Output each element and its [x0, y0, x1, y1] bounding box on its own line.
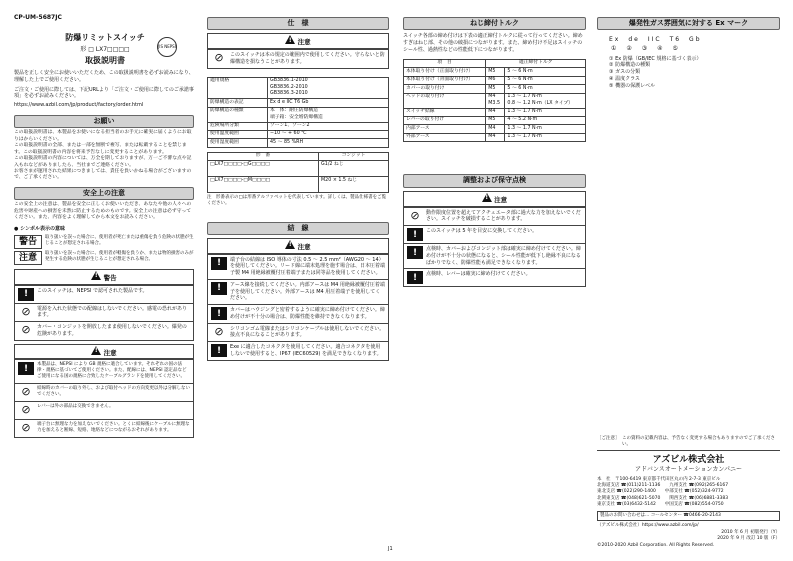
warning-definition-text: 取り扱いを誤った場合に、使用者が死亡または重傷を負う危険の状態が生じることが想定される場合。 — [45, 234, 194, 246]
conduit-col-header: コンジット — [319, 152, 389, 160]
warning-triangle-icon — [91, 346, 101, 355]
model-cell: □LX7□□□□-□M□□□□ — [208, 177, 319, 193]
ex-list-item: ④ 温度クラス — [609, 75, 640, 82]
address-line: 北海道支店 ☎(011)211-1136 九州支社 ☎(092)265-6167 — [597, 483, 729, 489]
caution-row — [15, 401, 193, 419]
wiring-caution-title — [208, 239, 388, 254]
warning-triangle-icon — [285, 240, 295, 249]
torque-item-cell: ヘッドの取り付け — [404, 93, 486, 108]
model-col-header: 形 番 — [208, 152, 319, 160]
ex-list-item: ② 防爆構造の種類 — [609, 62, 651, 69]
torque-row — [404, 133, 586, 141]
torque-heading: ねじ締付トルク — [403, 17, 586, 30]
web-line[interactable]: （アズビル株式会社）https://www.azbil.com/jp/ — [597, 522, 699, 528]
exclamation-icon: ! — [18, 362, 34, 375]
wiring-caution-box — [207, 238, 389, 361]
maint-row — [404, 225, 585, 243]
torque-item-cell: カバーの取り付け — [404, 85, 486, 93]
torque-row — [404, 108, 586, 116]
title-line-1: 防爆リミットスイッチ — [65, 33, 145, 42]
wiring-row-text: Exe に適合したコネクタを使用してください。適合コネクタを使用しないで使用すると、IP67 (IEC60529) を満足できなくなります。 — [230, 344, 382, 357]
wiring-row-text: シリコンゴム電線またはシリコンケーブルは使用しないでください。接点不良になることがあります。 — [230, 325, 385, 339]
spec-label-cell: 防爆構造の種類 — [208, 107, 268, 122]
order-url[interactable]: https://www.azbil.com/jp/product/factory/order.html — [14, 102, 144, 108]
wiring-row-text: カバーはハウジングと密着するように確実に締め付けてください。締め付けが不十分の場合は、防爆性能を維持できなくなります。 — [230, 307, 385, 320]
maint-row-text: 動作限度位置を超えてアクチュエータ部に過大な力を加えないでください。スイッチを破損することがあります。 — [426, 209, 581, 223]
symbol-heading: ● シンボル表示の意味 — [14, 225, 65, 232]
warning-row — [15, 285, 193, 303]
caution-definition-text: 取り扱いを誤った場合に、使用者が軽傷を負うか、または物的損害のみが発生する危険の状態が生じることが想定される場合。 — [45, 250, 194, 262]
spec-label-cell: 使用温度範囲 — [208, 130, 268, 138]
prohibited-icon: ⊘ — [21, 323, 31, 337]
conduit-cell: G1/2 ねじ — [319, 161, 389, 177]
torque-item-cell: レバーの取り付け — [404, 116, 486, 124]
exclamation-icon: ! — [407, 228, 423, 241]
exclamation-icon: ! — [211, 257, 227, 270]
torque-screw-cell: M4 M3.5 — [486, 93, 505, 108]
caution-row — [15, 419, 193, 437]
intro-paragraph-2: ご注文・ご使用に際しては、下記URLより「ご注文・ご使用に際してのご承諾事項」を必ずお読みください。 — [14, 86, 194, 100]
spec-note: 注 形番表示の□は形番アルファベットを代表しています。詳しくは、製品仕様書をご覧ください。 — [207, 195, 387, 207]
print-history: 2010 年 6 月 初版発行（Y） 2020 年 9 月 改訂 10 版（F） — [717, 529, 780, 541]
torque-item-cell: スイッチ結線 — [404, 108, 486, 116]
model-row — [208, 161, 389, 177]
prohibited-icon: ⊘ — [214, 51, 224, 65]
prohibited-icon: ⊘ — [21, 402, 31, 416]
call-center: 製品のお問い合わせは... コールセンター ☎0466-20-2143 — [597, 511, 780, 521]
address-list — [597, 477, 780, 507]
spec-value-cell: 本 体：耐圧防爆構造 端子箱：安全増防爆構造 — [268, 107, 389, 122]
spec-caution-text: このスイッチは本の規定の範囲内で使用してください。守らないと防爆構造を損なうことがあります。 — [230, 52, 385, 65]
caution-definition — [14, 251, 194, 265]
exclamation-icon: ! — [407, 246, 423, 259]
spec-label-cell: 適用規格 — [208, 77, 268, 98]
intro-paragraph-1: 製品を正しく安全にお使いいただくため、この取扱説明書を必ずお読みになり、理解した上でご使用ください。 — [14, 70, 194, 83]
torque-row — [404, 125, 586, 133]
torque-screw-cell: M4 — [486, 125, 505, 133]
certification-logo: JIS NEPSI — [157, 37, 177, 57]
prohibited-icon: ⊘ — [214, 324, 224, 338]
ex-list — [597, 56, 780, 90]
wiring-caution-title-text: 注意 — [297, 242, 311, 251]
spec-table — [207, 77, 389, 148]
ex-list-item: ③ ガスの分類 — [609, 69, 641, 76]
maint-row — [404, 243, 585, 268]
torque-item-cell: 本体取り付け（背面取り付け） — [404, 76, 486, 84]
spec-caution-title — [208, 34, 388, 49]
caution-row-text: 端子台に無理な力を加えないでください。とくに結線後にケーブルに無理な力を加えると断線、短絡、地絡などにつながるおそれがあります。 — [37, 421, 190, 433]
title-line-3: 取扱説明書 — [85, 55, 125, 65]
address-line: 北関東支店 ☎(048)621-5070 関西支社 ☎(06)6881-3383 — [597, 495, 729, 501]
model-cell: □LX7□□□□-□G□□□□ — [208, 161, 319, 177]
warning-row — [15, 321, 193, 340]
column-1 — [14, 70, 194, 438]
exclamation-icon: ! — [211, 344, 227, 357]
torque-row — [404, 76, 586, 84]
notice — [597, 436, 780, 451]
warning-row — [15, 303, 193, 322]
prohibited-icon: ⊘ — [410, 208, 420, 222]
caution-row — [15, 383, 193, 401]
torque-intro: スイッチ各部の締め付けは下表の適正締付トルクに従って行ってください。締めすぎはねじ部、その他の破損につながります。また、締め付け不足はスイッチのシール性、過熱性などの性能低下につながります。 — [403, 33, 583, 53]
spec-row — [208, 107, 389, 122]
wiring-row-text: アース線を接続してください。内部アースは M4 用絶縁被覆付圧着端子を使用してください。外部アースは M4 用圧着端子を使用してください。 — [230, 281, 385, 302]
document-code: CP-UM-5687JC — [14, 14, 62, 21]
safety-heading: 安全上の注意 — [14, 187, 194, 200]
torque-value-header: 適正締付トルク — [486, 59, 586, 67]
wiring-row — [208, 341, 388, 360]
spec-caution-title-text: 注意 — [297, 38, 311, 47]
spec-row — [208, 77, 389, 98]
warning-row-text: このスイッチは、NEPSI で認可された製品です。 — [37, 287, 148, 294]
exclamation-icon: ! — [18, 288, 34, 301]
maint-heading: 調整および保守点検 — [403, 174, 586, 187]
spec-caution-row — [208, 49, 388, 68]
maint-row — [404, 207, 585, 226]
address-line: 東北支店 ☎(022)290-1400 中部支社 ☎(052)324-9772 — [597, 489, 724, 495]
ex-heading: 爆発性ガス雰囲気に対する Ex マーク — [597, 17, 780, 30]
torque-row — [404, 116, 586, 124]
caution-box — [14, 344, 194, 438]
prohibited-icon: ⊘ — [21, 304, 31, 318]
exclamation-icon: ! — [407, 271, 423, 284]
torque-row — [404, 93, 586, 108]
spec-row — [208, 122, 389, 130]
torque-value-cell: 5 〜 6 N·m — [505, 68, 586, 76]
caution-row-text: 本製品は、NEPSI により GB 規格に適合しています。それぞれの国の法律・規格に基づいてご使用ください。また、配線には、NEPSI 認定品などご使用になる国の規格に合致したケーブルグランドを使用してください。 — [37, 362, 187, 380]
torque-value-cell: 1.3 〜 1.7 N·m 0.8 〜 1.2 N·m（LX タイプ） — [505, 93, 586, 108]
maint-row-text: 点検時、レバーは確実に締め付けてください。 — [426, 271, 531, 278]
caution-label: 注意 — [14, 251, 42, 265]
wiring-row — [208, 304, 388, 323]
company-block — [597, 436, 780, 549]
warning-box-title — [15, 270, 193, 285]
address-line: 東京支社 ☎(03)6432-5142 中国支店 ☎(082)554-0750 — [597, 501, 724, 507]
torque-row — [404, 68, 586, 76]
torque-screw-cell: M5 — [486, 85, 505, 93]
spec-row — [208, 130, 389, 138]
spec-label-cell: 危険場所分類 — [208, 122, 268, 130]
caution-row-text: レバーは外の部品は交換できません。 — [37, 403, 114, 409]
warning-row-text: 電源を入れた状態での配線はしないでください。感電の恐れがあります。 — [37, 305, 188, 319]
maint-row — [404, 268, 585, 286]
spec-value-cell: ゾーン1、ゾーン2 — [268, 122, 389, 130]
company-name: アズビル株式会社 — [652, 455, 725, 466]
caution-box-title-text: 注意 — [103, 348, 117, 357]
torque-item-cell: 本体取り付け（正面取り付け） — [404, 68, 486, 76]
onegai-text: この取扱説明書は、本製品をお使いになる担当者のお手元に確実に届くようにお取りはからいください。 この取扱説明書の全部、または一部を無断で複写、または転載することを禁じます。この取扱説明書の内容を将来予告なしに変更することがあります。 この取扱説明書の内容については、万全を期しておりますが、万一ご不審な点や記入もれなどがありましたら、当社までご連絡ください。 お客さまが運用された結果につきましては、責任を負いかねる場合がございますので、ご了承ください。 — [14, 130, 192, 181]
warning-row-text: カバー・コンジットを開放したまま使用しないでください。爆発の危険があります。 — [37, 324, 187, 337]
ex-mark: Ex de IIC T6 Gb — [609, 36, 702, 44]
wiring-row — [208, 254, 388, 279]
caution-row-text: 結線時のカバーの取り外し、および取付ヘッドの方向変更以外は分解しないでください。 — [37, 385, 190, 397]
maint-row-text: このスイッチは 5 年を目安に交換してください。 — [426, 228, 538, 235]
torque-value-cell: 1.3 〜 1.7 N·m — [505, 133, 586, 141]
torque-value-cell: 4 〜 5.2 N·m — [505, 116, 586, 124]
onegai-heading: お願い — [14, 115, 194, 128]
wiring-row-text: 端子台の結線は ISO 導体の寸法 0.5 〜 2.5 mm²（AWG20 〜 14）を使用してください。リード線に端末処理を施す場合は、日本圧着端子製 M4 用絶縁被覆付圧着端子または同等品を使用してください。 — [230, 256, 386, 277]
spec-row — [208, 99, 389, 107]
torque-value-cell: 5 〜 6 N·m — [505, 76, 586, 84]
wiring-row — [208, 279, 388, 304]
torque-screw-cell: M6 — [486, 76, 505, 84]
document-title — [40, 33, 170, 67]
model-row — [208, 177, 389, 193]
prohibited-icon: ⊘ — [21, 420, 31, 434]
torque-screw-cell: M4 — [486, 108, 505, 116]
notice-label: ［ご注意］ — [597, 436, 620, 441]
torque-screw-cell: M5 — [486, 68, 505, 76]
address-line: 本 社 〒100-6419 東京都千代田区丸の内 2-7-3 東京ビル — [597, 477, 721, 483]
safety-text: この安全上の注意は、製品を安全に正しくお使いいただき、あなたや他の人々への危害や財産への損害を未然に防止するためのものです。安全上の注意は必ず守ってください。また、内容をよく理解してから本文をお読みください。 — [14, 202, 192, 221]
caution-box-title — [15, 345, 193, 360]
spec-caution-box — [207, 33, 389, 68]
spec-value-cell: −10 〜 + 60 ℃ — [268, 130, 389, 138]
disassembly-prohibited-icon: ⊘ — [21, 384, 31, 398]
maint-caution-box — [403, 191, 586, 288]
warning-box — [14, 269, 194, 341]
spec-value-cell: 45 〜 85 %RH — [268, 139, 389, 147]
ex-list-item: ① Ex 防爆（GB/IEC 規格に基づく表示） — [609, 55, 702, 62]
warning-definition — [14, 235, 194, 249]
column-3 — [403, 17, 586, 287]
warning-triangle-icon — [482, 193, 492, 202]
page-number: J1 — [388, 546, 393, 552]
copyright: ©2010-2020 Azbil Corporation. All Rights Reserved. — [597, 542, 715, 548]
exclamation-icon: ! — [211, 282, 227, 295]
torque-screw-cell: M4 — [486, 133, 505, 141]
wiring-row — [208, 323, 388, 342]
torque-screw-cell: M5 — [486, 116, 505, 124]
torque-item-cell: 外部アース — [404, 133, 486, 141]
torque-item-header: 項 目 — [404, 59, 486, 67]
spec-value-cell: Ex d e IIC T6 Gb — [268, 99, 389, 107]
warning-triangle-icon — [285, 35, 295, 44]
exclamation-icon: ! — [211, 307, 227, 320]
spec-label-cell: 防爆構造の表記 — [208, 99, 268, 107]
maint-row-text: 点検時、カバーおよびコンジット部は確実に締め付けてください。締め付けが不十分の状態になると、シール性能が低下し絶縁不良になるばかりでなく、防爆性能も満足できなくなります。 — [426, 246, 581, 266]
caution-row — [15, 359, 193, 382]
torque-item-cell: 内部アース — [404, 125, 486, 133]
maint-caution-title-text: 注意 — [494, 195, 508, 204]
wiring-heading: 結 線 — [207, 222, 389, 235]
company-division: アドバンスオートメーションカンパニー — [635, 466, 742, 474]
title-line-2: 形 □ LX7□□□□ — [80, 45, 130, 53]
notice-text: この資料の記載内容は、予告なく変更する場合もありますのでご了承ください。 — [621, 436, 775, 448]
torque-row — [404, 85, 586, 93]
torque-value-cell: 1.3 〜 1.7 N·m — [505, 125, 586, 133]
column-2 — [207, 17, 389, 361]
spec-row — [208, 139, 389, 147]
spec-label-cell: 使用湿度範囲 — [208, 139, 268, 147]
warning-triangle-icon — [91, 271, 101, 280]
ex-list-item: ⑤ 機器の保護レベル — [609, 82, 656, 89]
spec-heading: 仕 様 — [207, 17, 389, 30]
spec-value-cell: GB3836.1-2010 GB3836.2-2010 GB3836.3-2010 — [268, 77, 389, 98]
torque-value-cell: 1.3 〜 1.7 N·m — [505, 108, 586, 116]
warning-label: 警告 — [14, 235, 42, 249]
conduit-cell: M20 × 1.5 ねじ — [319, 177, 389, 193]
warning-box-title-text: 警告 — [103, 273, 117, 282]
model-table — [207, 152, 389, 193]
ex-mark-numbers: ① ② ③ ④ ⑤ — [611, 44, 680, 52]
column-4 — [597, 17, 780, 89]
maint-caution-title — [404, 192, 585, 207]
torque-table — [403, 59, 586, 143]
torque-value-cell: 5 〜 6 N·m — [505, 85, 586, 93]
